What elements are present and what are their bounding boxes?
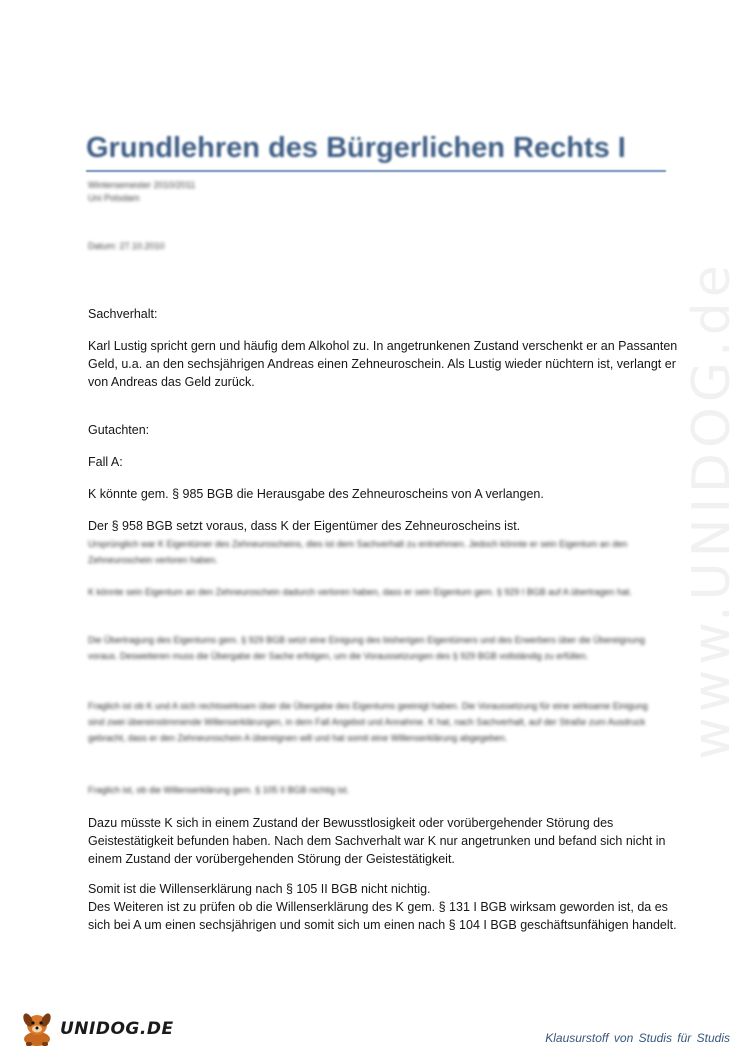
- unidog-logo[interactable]: [18, 1010, 174, 1048]
- blurred-paragraph-2: K könnte sein Eigentum an den Zehneuroschein dadurch verloren haben, dass er sein Eigentum gem. § 929 I BGB auf A übertragen hat.: [88, 587, 632, 597]
- blurred-paragraph-3: Die Übertragung des Eigentums gem. § 929 BGB setzt eine Einigung des bisherigen Eigentümers und des Erwerbers über die Übereignung voraus. Desweiteren muss die Übergabe der Sache erfolgen, um die Voraussetzungen des § 929 BGB vollständig zu erfüllen.: [88, 635, 645, 661]
- dog-icon: [18, 1010, 58, 1048]
- paragraph-weiteren: Des Weiteren ist zu prüfen ob die Willenserklärung des K gem. § 131 I BGB wirksam geworden ist, da es sich bei A um einen sechsjährigen und somit sich um einen nach § 104 I BGB geschäftsunfähigen handelt.: [88, 900, 677, 932]
- university-line: Uni Potsdam: [88, 193, 140, 203]
- date-line: Datum: 27.10.2010: [88, 241, 165, 251]
- paragraph-eigentuemer: Der § 958 BGB setzt voraus, dass K der Eigentümer des Zehneuroscheins ist.: [88, 519, 521, 533]
- semester-line: Wintersemester 2010/2011: [88, 180, 196, 190]
- paragraph-bewusstlosigkeit: Dazu müsste K sich in einem Zustand der Bewusstlosigkeit oder vorübergehender Störung des Geistestätigkeit befunden haben. Nach dem Sachverhalt war K nur angetrunken und befand sich nicht in einem Zustand der vorübergehenden Störung der Geistestätigkeit.: [88, 816, 666, 866]
- title-underline: [86, 170, 666, 172]
- blurred-paragraph-4: Fraglich ist ob K und A sich rechtswirksam über die Übergabe des Eigentums geeinigt haben. Die Voraussetzung für eine wirksame Einigung sind zwei übereinstimmende Willenserklärungen, in dem Fall Angebot und Annahme. K hat, nach Sachverhalt, auf der Straße zum Ausdruck gebracht, dass er den Zehneuroschein A übereignen will und hat somit eine Willenserklärung abgegeben.: [88, 701, 648, 743]
- paragraph-somit: Somit ist die Willenserklärung nach § 105 II BGB nicht nichtig.: [88, 882, 431, 896]
- blurred-paragraph-1: Ursprünglich war K Eigentümer des Zehneuroscheins, dies ist dem Sachverhalt zu entnehmen. Jedoch könnte er sein Eigentum an den Zehneuroschein verloren haben.: [88, 539, 628, 565]
- paragraph-herausgabe: K könnte gem. § 985 BGB die Herausgabe des Zehneuroscheins von A verlangen.: [88, 487, 544, 501]
- document-title: Grundlehren des Bürgerlichen Rechts I: [86, 132, 626, 164]
- paragraph-sachverhalt: Karl Lustig spricht gern und häufig dem Alkohol zu. In angetrunkenen Zustand verschenkt er an Passanten Geld, u.a. an den sechsjährigen Andreas einen Zehneuroschein. Als Lustig wieder nüchtern ist, verlangt er von Andreas das Geld zurück.: [88, 339, 678, 389]
- watermark: www.UNIDOG.de: [682, 260, 742, 760]
- footer-tagline: Klausurstoff von Studis für Studis: [545, 1031, 730, 1045]
- heading-fall-a: Fall A:: [88, 455, 123, 469]
- blurred-paragraph-5: Fraglich ist, ob die Willenserklärung gem. § 105 II BGB nichtig ist.: [88, 785, 350, 795]
- heading-gutachten: Gutachten:: [88, 423, 150, 437]
- logo-text: UNIDOG.DE: [60, 1019, 174, 1039]
- heading-sachverhalt: Sachverhalt:: [88, 307, 158, 321]
